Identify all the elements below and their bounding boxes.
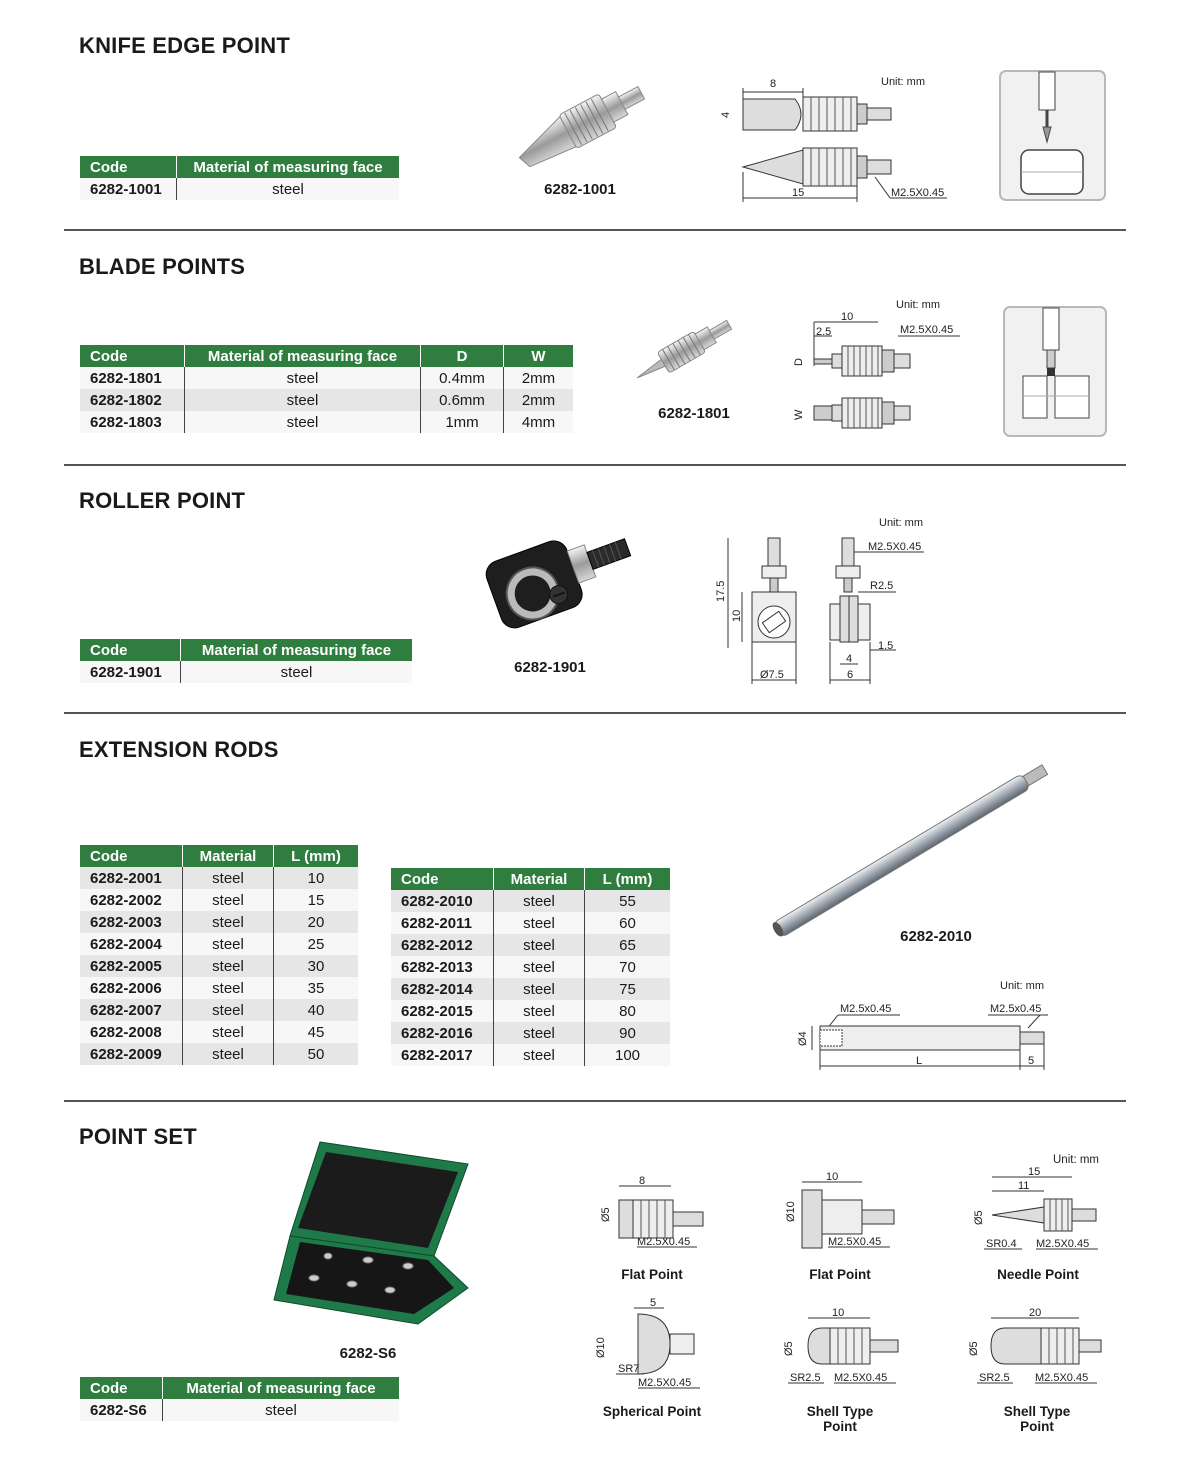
needle-point-drawing	[970, 1165, 1105, 1257]
table-header: Code Material of measuring face D W	[80, 345, 573, 367]
set-title: POINT SET	[79, 1124, 197, 1149]
svg-text:M2.5x0.45: M2.5x0.45	[840, 1003, 892, 1015]
material-cell: steel	[494, 890, 585, 912]
svg-text:4: 4	[720, 111, 732, 118]
table-row: 6282-S6 steel	[80, 1399, 399, 1421]
material-cell: steel	[494, 978, 585, 1000]
code-cell: 6282-2002	[80, 889, 183, 911]
material-cell: steel	[494, 1000, 585, 1022]
material-cell: steel	[183, 889, 274, 911]
length-cell: 30	[274, 955, 359, 977]
table-row	[80, 911, 358, 933]
code-cell: 6282-2011	[391, 912, 494, 934]
svg-text:SR7: SR7	[618, 1363, 640, 1375]
blade-title: BLADE POINTS	[79, 254, 246, 279]
knife-usage-illustration	[999, 70, 1106, 201]
blade-drawing	[790, 296, 970, 436]
svg-text:SR0.4: SR0.4	[986, 1238, 1017, 1250]
table-header: Code Material L (mm)	[391, 868, 670, 890]
table-row	[80, 889, 358, 911]
ext-table-left	[80, 845, 358, 1065]
blade-caption: 6282-1801	[658, 405, 730, 422]
shell-point-10-drawing	[778, 1306, 908, 1386]
divider	[64, 464, 1126, 466]
table-row	[391, 912, 670, 934]
svg-text:M2.5X0.45: M2.5X0.45	[868, 541, 922, 553]
svg-text:15: 15	[1028, 1166, 1041, 1178]
code-cell: 6282-2017	[391, 1044, 494, 1066]
material-cell: steel	[494, 1044, 585, 1066]
table-row	[80, 1043, 358, 1065]
svg-text:D: D	[793, 358, 805, 366]
length-cell: 20	[274, 911, 359, 933]
table-row: 6282-1001 steel	[80, 178, 399, 200]
code-cell: 6282-2013	[391, 956, 494, 978]
divider	[64, 1100, 1126, 1102]
ext-title: EXTENSION RODS	[79, 737, 279, 762]
svg-text:Ø10: Ø10	[595, 1337, 607, 1358]
table-row	[80, 999, 358, 1021]
material-cell: steel	[494, 934, 585, 956]
length-cell: 35	[274, 977, 359, 999]
table-row: 6282-1901 steel	[80, 661, 412, 683]
table-header: Code Material of measuring face	[80, 156, 399, 178]
flat-point-10-label: Flat Point	[809, 1267, 871, 1282]
material-cell: steel	[183, 955, 274, 977]
code-cell: 6282-2001	[80, 867, 183, 889]
table-row: 6282-1801 steel 0.4mm 2mm	[80, 367, 573, 389]
svg-text:Unit: mm: Unit: mm	[896, 299, 940, 311]
code-cell: 6282-2015	[391, 1000, 494, 1022]
svg-text:4: 4	[846, 653, 853, 665]
svg-text:W: W	[793, 409, 805, 420]
table-row	[391, 890, 670, 912]
material-cell: steel	[183, 867, 274, 889]
length-cell: 40	[274, 999, 359, 1021]
code-cell: 6282-2006	[80, 977, 183, 999]
material-cell: steel	[183, 1021, 274, 1043]
svg-text:Ø5: Ø5	[600, 1207, 612, 1222]
material-cell: steel	[183, 977, 274, 999]
roller-caption: 6282-1901	[514, 659, 586, 676]
shell-point-20-label: Shell Type Point	[1003, 1404, 1071, 1434]
svg-text:M2.5X0.45: M2.5X0.45	[828, 1236, 882, 1248]
table-header: Code Material L (mm)	[80, 845, 358, 867]
code-cell: 6282-2016	[391, 1022, 494, 1044]
length-cell: 100	[585, 1044, 671, 1066]
length-cell: 10	[274, 867, 359, 889]
table-row: 6282-1803 steel 1mm 4mm	[80, 411, 573, 433]
svg-text:SR2.5: SR2.5	[790, 1372, 821, 1384]
svg-text:Ø5: Ø5	[973, 1210, 985, 1225]
length-cell: 25	[274, 933, 359, 955]
svg-text:Ø5: Ø5	[783, 1341, 795, 1356]
roller-drawing	[710, 512, 950, 687]
table-row	[80, 933, 358, 955]
svg-text:Unit: mm: Unit: mm	[1000, 980, 1044, 992]
length-cell: 70	[585, 956, 671, 978]
svg-text:L: L	[916, 1055, 923, 1067]
svg-text:15: 15	[792, 187, 805, 199]
divider	[64, 229, 1126, 231]
svg-text:20: 20	[1029, 1307, 1042, 1319]
code-cell: 6282-2007	[80, 999, 183, 1021]
spherical-point-label: Spherical Point	[602, 1404, 702, 1419]
svg-text:Unit: mm: Unit: mm	[879, 517, 923, 529]
shell-point-10-label: Shell Type Point	[806, 1404, 874, 1434]
unit-label: Unit: mm	[881, 76, 925, 88]
svg-text:8: 8	[770, 78, 777, 90]
svg-text:8: 8	[639, 1175, 646, 1187]
material-cell: steel	[494, 956, 585, 978]
material-cell: steel	[494, 912, 585, 934]
svg-text:Ø4: Ø4	[797, 1031, 809, 1046]
table-row	[391, 1000, 670, 1022]
material-cell: steel	[183, 999, 274, 1021]
roller-product-photo	[480, 515, 655, 635]
svg-text:10: 10	[731, 609, 743, 622]
shell-point-20-drawing	[965, 1306, 1105, 1386]
knife-product-photo	[505, 65, 675, 175]
set-table	[80, 1377, 399, 1421]
svg-text:M2.5X0.45: M2.5X0.45	[1036, 1238, 1090, 1250]
code-cell: 6282-2009	[80, 1043, 183, 1065]
table-row	[80, 955, 358, 977]
table-row	[391, 1022, 670, 1044]
svg-text:10: 10	[826, 1171, 839, 1183]
svg-text:6: 6	[847, 669, 854, 681]
ext-drawing	[790, 978, 1060, 1073]
set-case-photo	[268, 1138, 483, 1328]
table-row	[80, 867, 358, 889]
spherical-point-drawing	[590, 1296, 715, 1394]
ext-caption: 6282-2010	[900, 928, 972, 945]
material-cell: steel	[183, 911, 274, 933]
svg-text:R2.5: R2.5	[870, 580, 894, 592]
length-cell: 75	[585, 978, 671, 1000]
svg-text:Ø10: Ø10	[785, 1201, 797, 1222]
flat-point-10-drawing	[782, 1172, 907, 1257]
flat-point-5-drawing	[595, 1172, 715, 1257]
table-header: Code Material of measuring face	[80, 639, 412, 661]
svg-text:5: 5	[650, 1297, 657, 1309]
table-row: 6282-1802 steel 0.6mm 2mm	[80, 389, 573, 411]
blade-product-photo	[628, 305, 753, 385]
length-cell: 90	[585, 1022, 671, 1044]
knife-table	[80, 156, 399, 200]
material-cell: steel	[494, 1022, 585, 1044]
code-cell: 6282-2005	[80, 955, 183, 977]
svg-text:SR2.5: SR2.5	[979, 1372, 1010, 1384]
length-cell: 60	[585, 912, 671, 934]
table-header: Code Material of measuring face	[80, 1377, 399, 1399]
roller-table	[80, 639, 412, 683]
table-row	[391, 956, 670, 978]
blade-table	[80, 345, 573, 433]
length-cell: 15	[274, 889, 359, 911]
code-cell: 6282-2010	[391, 890, 494, 912]
table-row	[391, 978, 670, 1000]
svg-text:M2.5X0.45: M2.5X0.45	[638, 1377, 692, 1389]
svg-text:17.5: 17.5	[715, 580, 727, 602]
code-cell: 6282-2014	[391, 978, 494, 1000]
svg-text:11: 11	[1018, 1180, 1030, 1192]
table-row	[80, 1021, 358, 1043]
svg-text:M2.5X0.45: M2.5X0.45	[1035, 1372, 1089, 1384]
svg-text:M2.5x0.45: M2.5x0.45	[990, 1003, 1042, 1015]
blade-usage-illustration	[1003, 306, 1107, 437]
roller-title: ROLLER POINT	[79, 488, 246, 513]
length-cell: 55	[585, 890, 671, 912]
svg-text:Ø7.5: Ø7.5	[760, 669, 784, 681]
length-cell: 65	[585, 934, 671, 956]
code-cell: 6282-2008	[80, 1021, 183, 1043]
svg-text:M2.5X0.45: M2.5X0.45	[891, 187, 945, 199]
needle-point-label: Needle Point	[997, 1267, 1079, 1282]
svg-text:10: 10	[832, 1307, 845, 1319]
knife-title: KNIFE EDGE POINT	[79, 33, 290, 58]
length-cell: 80	[585, 1000, 671, 1022]
svg-text:M2.5X0.45: M2.5X0.45	[900, 324, 954, 336]
code-cell: 6282-2012	[391, 934, 494, 956]
table-row	[391, 934, 670, 956]
table-row	[391, 1044, 670, 1066]
divider	[64, 712, 1126, 714]
svg-text:5: 5	[1028, 1055, 1035, 1067]
svg-text:1.5: 1.5	[878, 640, 894, 652]
code-cell: 6282-2003	[80, 911, 183, 933]
length-cell: 50	[274, 1043, 359, 1065]
flat-point-5-label: Flat Point	[621, 1267, 683, 1282]
svg-text:M2.5X0.45: M2.5X0.45	[637, 1236, 691, 1248]
ext-product-photo	[765, 760, 1060, 940]
svg-text:2.5: 2.5	[816, 326, 832, 338]
set-unit-label: Unit: mm	[1053, 1154, 1099, 1166]
svg-text:10: 10	[841, 311, 854, 323]
table-row	[80, 977, 358, 999]
svg-text:Ø5: Ø5	[968, 1341, 980, 1356]
svg-text:M2.5X0.45: M2.5X0.45	[834, 1372, 888, 1384]
knife-drawing	[715, 72, 965, 207]
material-cell: steel	[183, 933, 274, 955]
ext-table-right	[391, 868, 670, 1066]
material-cell: steel	[183, 1043, 274, 1065]
knife-caption: 6282-1001	[544, 181, 616, 198]
set-caption: 6282-S6	[339, 1345, 397, 1362]
length-cell: 45	[274, 1021, 359, 1043]
code-cell: 6282-2004	[80, 933, 183, 955]
